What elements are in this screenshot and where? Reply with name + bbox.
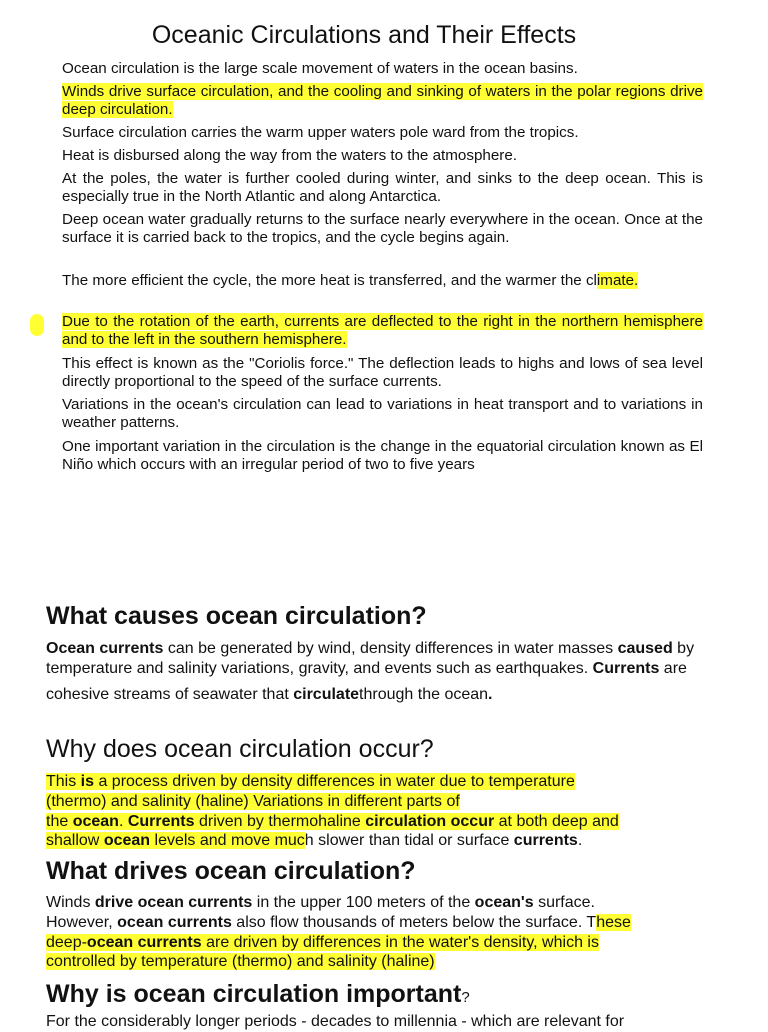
section-body-causes: Ocean currents can be generated by wind, density differences in water masses caused by temperature and salinity variations, gravity, and events such as earthquakes. Currents are cohesive streams of seawater that circulatethrough the ocean.	[46, 640, 695, 703]
intro-paragraph: At the poles, the water is further cooled during winter, and sinks to the deep ocean. This is especially true in the North Atlantic and along Antarctica.	[62, 170, 703, 205]
intro-paragraph: Surface circulation carries the warm upper waters pole ward from the tropics.	[62, 124, 579, 141]
section-body-what-drives: Winds drive ocean currents in the upper 100 meters of the ocean's surface. However, ocean currents also flow thousands of meters below the surface. These deep-ocean currents are driven by differences in the water's density, which is controlled by temperature (thermo) and salinity (haline)	[46, 894, 631, 971]
intro-paragraph: This effect is known as the "Coriolis force." The deflection leads to highs and lows of sea level directly proportional to the speed of the surface currents.	[62, 355, 703, 390]
section-heading-why-occur: Why does ocean circulation occur?	[46, 735, 434, 763]
intro-paragraph-partial-highlight: The more efficient the cycle, the more heat is transferred, and the warmer the climate.	[62, 272, 639, 289]
intro-paragraph: Variations in the ocean's circulation can lead to variations in heat transport and to variations in weather patterns.	[62, 396, 703, 431]
section-heading-importance: Why is ocean circulation important?	[46, 980, 470, 1008]
intro-paragraph-highlighted: Winds drive surface circulation, and the cooling and sinking of waters in the polar regions drive deep circulation.	[62, 83, 703, 118]
section-heading-what-drives: What drives ocean circulation?	[46, 857, 416, 885]
section-heading-causes: What causes ocean circulation?	[46, 602, 427, 630]
section-body-why-occur: This is a process driven by density differences in water due to temperature (thermo) and salinity (haline) Variations in different parts of the ocean. Currents driven by thermohaline circulation occur at both deep and shallow ocean levels and move much slower than tidal or surface currents.	[46, 773, 619, 850]
intro-paragraph: Deep ocean water gradually returns to the surface nearly everywhere in the ocean. Once at the surface it is carried back to the tropics, and the cycle begins again.	[62, 211, 703, 246]
intro-paragraph-highlighted: Due to the rotation of the earth, currents are deflected to the right in the northern hemisphere and to the left in the southern hemisphere.	[62, 313, 703, 348]
highlight-bullet-mark	[30, 314, 44, 336]
intro-paragraph: Heat is disbursed along the way from the waters to the atmosphere.	[62, 147, 518, 164]
cut-off-text-line: For the considerably longer periods - decades to millennia - which are relevant for	[46, 1013, 625, 1030]
page-title: Oceanic Circulations and Their Effects	[151, 21, 577, 49]
intro-paragraph: Ocean circulation is the large scale movement of waters in the ocean basins.	[62, 60, 578, 77]
intro-paragraph: One important variation in the circulation is the change in the equatorial circulation known as El Niño which occurs with an irregular period of two to five years	[62, 438, 703, 473]
